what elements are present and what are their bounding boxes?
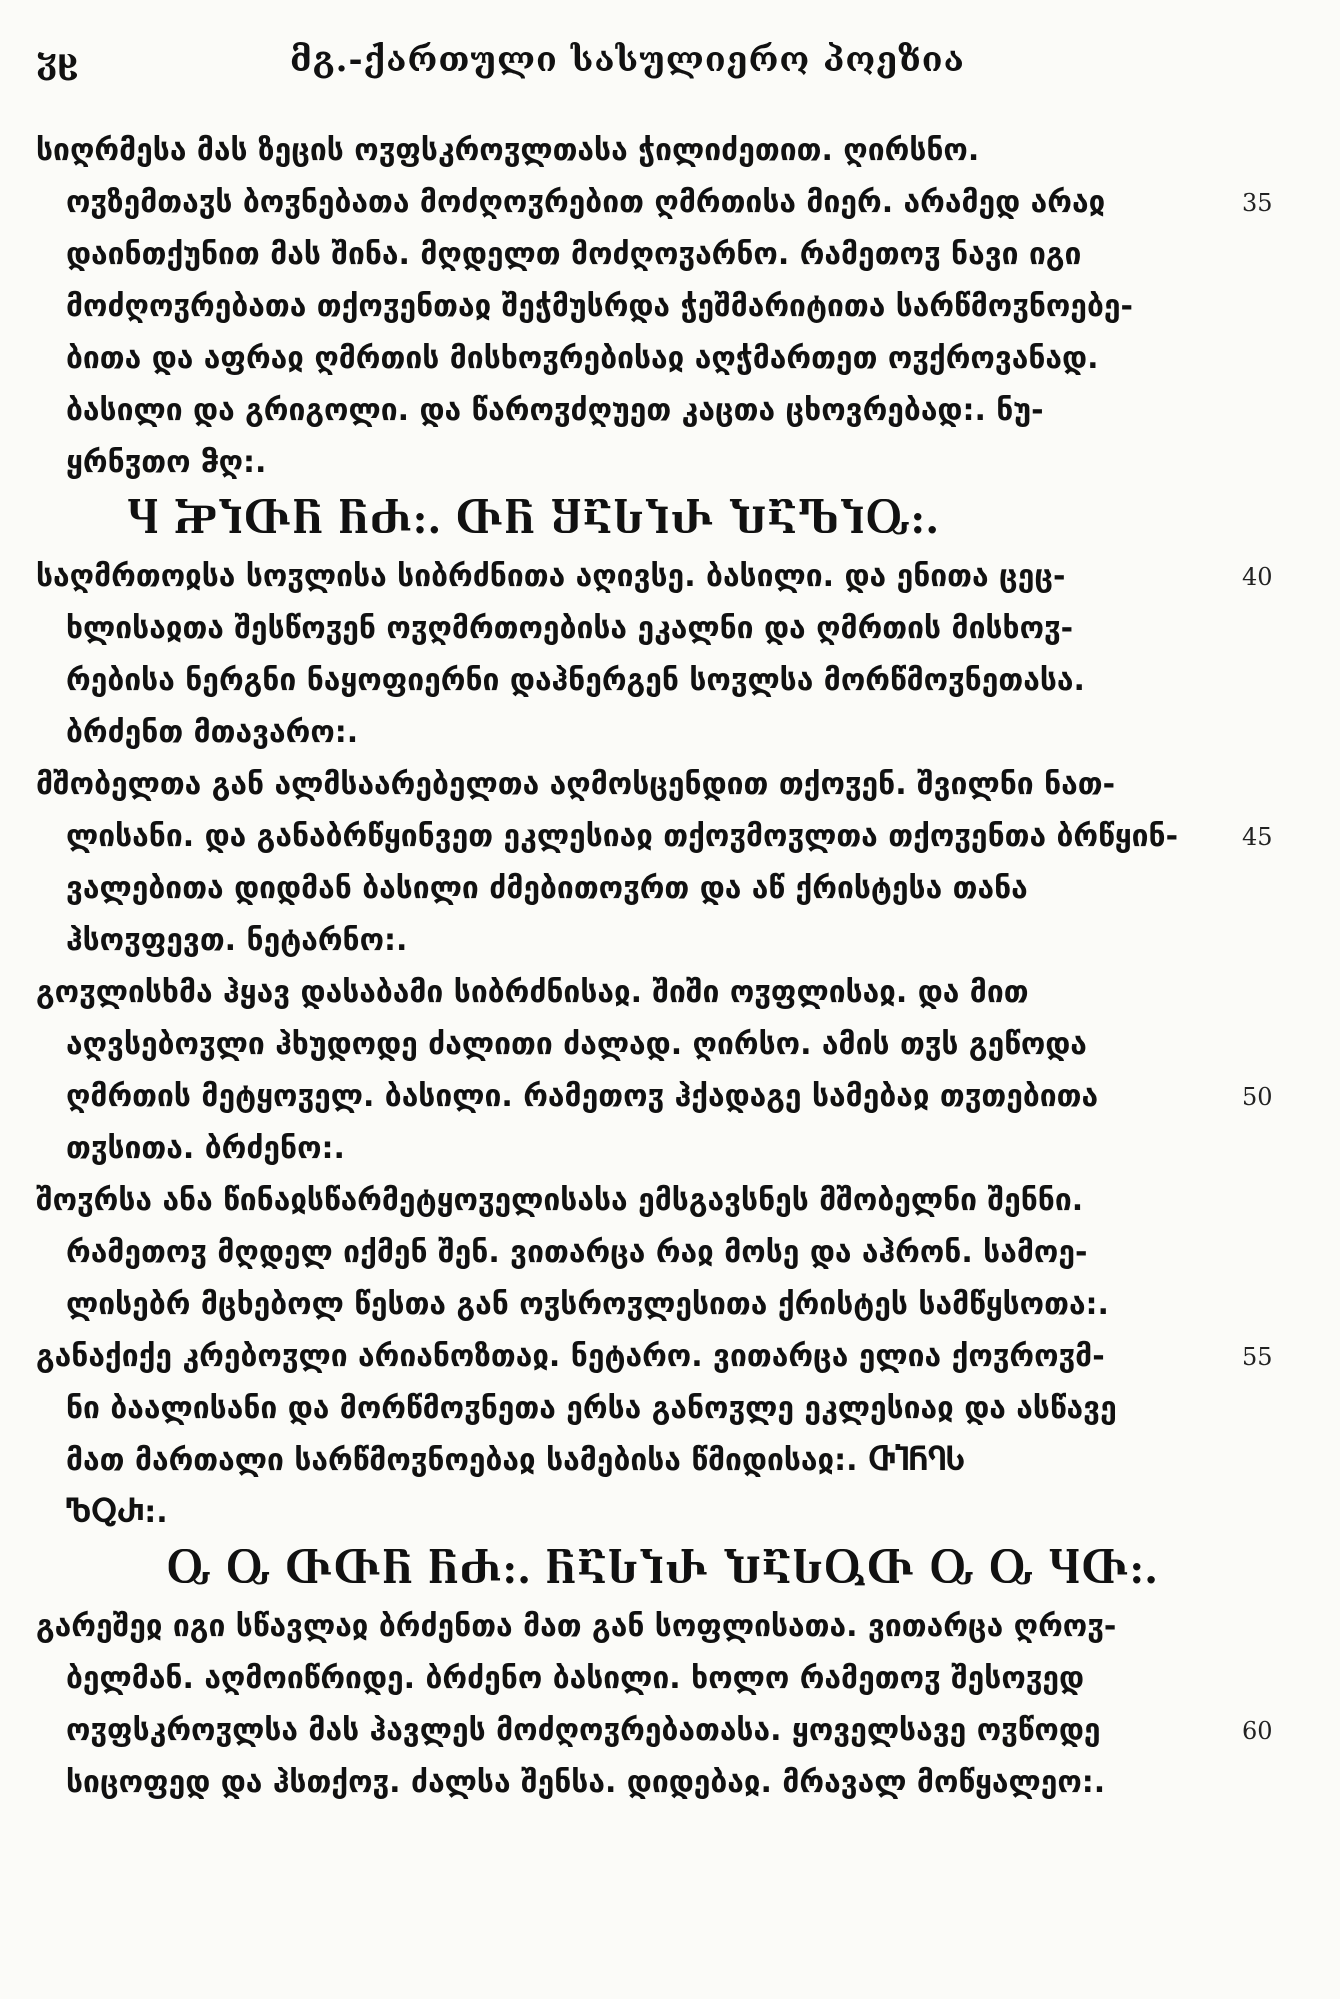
margin-line-number: 40 — [1242, 563, 1273, 591]
text-line: ბასილი და გრიგოლი. და წაროჳძღუეთ კაცთა ცხოვრებად:. ნუ- — [66, 393, 1044, 428]
margin-line-number: 35 — [1242, 189, 1273, 217]
margin-line-number: 60 — [1242, 1717, 1273, 1745]
text-line: ႪႭႰ:. — [66, 1495, 168, 1530]
text-line: თჳსითა. ბრძენო:. — [66, 1131, 345, 1166]
text-line: ვალებითა დიდმან ბასილი ძმებითოჳრთ და აწ ქრისტესა თანა — [66, 871, 1028, 906]
margin-line-number: 50 — [1242, 1083, 1273, 1111]
running-title: მგ.-ქართული სასულიერო პოეზია — [290, 40, 965, 80]
text-line: ღმრთის მეტყოჳელ. ბასილი. რამეთოჳ ჰქადაგე სამებაჲ თჳთებითა — [66, 1079, 1099, 1114]
text-line: საღმრთოჲსა სოჳლისა სიბრძნითა აღივსე. ბასილი. და ენითა ცეც- — [36, 559, 1066, 594]
text-line: განაქიქე კრებოჳლი არიანოზთაჲ. ნეტარო. ვითარცა ელია ქოჳროჳმ- — [36, 1339, 1105, 1374]
text-line: ოჳფსკროჳლსა მას ჰავლეს მოძღოჳრებათასა. ყოველსავე ოჳწოდე — [66, 1713, 1101, 1748]
text-line: ბითა და აფრაჲ ღმრთის მისხოჳრებისაჲ აღჭმართეთ ოჳქროვანად. — [66, 341, 1099, 376]
text-line: რამეთოჳ მღდელ იქმენ შენ. ვითარცა რაჲ მოსე და აჰრონ. სამოე- — [66, 1235, 1088, 1270]
text-line: სიცოფედ და ჰსთქოჳ. ძალსა შენსა. დიდებაჲ. მრავალ მოწყალეო:. — [66, 1765, 1106, 1800]
text-line: მოძღოჳრებათა თქოჳენთაჲ შეჭმუსრდა ჭეშმარიტითა სარწმოჳნოებე- — [66, 289, 1133, 324]
section-heading: Ⴗ ႿႨႧႬ ႬႻ:. ႧႬ ႸႠႱႨႰ ႮႠႪႨႭ:. — [126, 496, 940, 543]
text-line: მათ მართალი სარწმოჳნოებაჲ სამებისა წმიდისაჲ:. ႧႨႬႤႱ — [66, 1443, 965, 1478]
text-line: შოჳრსა ანა წინაჲსწარმეტყოჳელისასა ემსგავსნეს მშობელნი შენნი. — [36, 1183, 1084, 1218]
text-line: რებისა ნერგნი ნაყოფიერნი დაჰნერგენ სოჳლსა მორწმოჳნეთასა. — [66, 663, 1085, 698]
body-text — [36, 125, 1196, 1809]
text-line: ხლისაჲთა შესწოჳენ ოჳღმრთოებისა ეკალნი და ღმრთის მისხოჳ- — [66, 611, 1074, 646]
margin-line-number: 45 — [1242, 823, 1273, 851]
text-line: გოჳლისხმა ჰყავ დასაბამი სიბრძნისაჲ. შიში ოჳფლისაჲ. და მით — [36, 975, 1029, 1010]
text-line: სიღრმესა მას ზეცის ოჳფსკროჳლთასა ჭილიძეთით. ღირსნო. — [36, 133, 980, 168]
text-line: ბელმან. აღმოიწრიდე. ბრძენო ბასილი. ხოლო რამეთოჳ შესოჳედ — [66, 1661, 1085, 1696]
text-line: მშობელთა გან ალმსაარებელთა აღმოსცენდით თქოჳენ. შვილნი ნათ- — [36, 767, 1116, 802]
text-line: ყრნჳთო ჵღ:. — [66, 445, 267, 480]
text-line: ნი ბაალისანი და მორწმოჳნეთა ერსა განოჳლე ეკლესიაჲ და ასწავე — [66, 1391, 1117, 1426]
text-line: აღვსებოჳლი ჰხუდოდე ძალითი ძალად. ღირსო. ამის თჳს გეწოდა — [66, 1027, 1087, 1062]
section-heading: Ⴍ Ⴍ ႧႧႬ ႬႻ:. ႬႠႱႨႰ ႮႠႱႳႧ Ⴍ Ⴍ ႷႧ:. — [166, 1546, 1159, 1593]
text-line: ბრძენთ მთავარო:. — [66, 715, 359, 750]
text-line: ჰსოჳფევთ. ნეტარნო:. — [66, 923, 408, 958]
text-line: ლისანი. და განაბრწყინვეთ ეკლესიაჲ თქოჳმოჳლთა თქოჳენთა ბრწყინ- — [66, 819, 1179, 854]
page-number: ჳჸ — [36, 42, 79, 82]
margin-line-number: 55 — [1242, 1343, 1273, 1371]
page-header — [0, 30, 1340, 100]
text-line: ოჳზემთაჳს ბოჳნებათა მოძღოჳრებით ღმრთისა მიერ. არამედ არაჲ — [66, 185, 1106, 220]
text-line: გარეშეჲ იგი სწავლაჲ ბრძენთა მათ გან სოფლისათა. ვითარცა ღროჳ- — [36, 1609, 1117, 1644]
text-line: დაინთქუნით მას შინა. მღდელთ მოძღოჳარნო. რამეთოჳ ნავი იგი — [66, 237, 1082, 272]
text-line: ლისებრ მცხებოლ წესთა გან ოჳსროჳლესითა ქრისტეს სამწყსოთა:. — [66, 1287, 1109, 1322]
